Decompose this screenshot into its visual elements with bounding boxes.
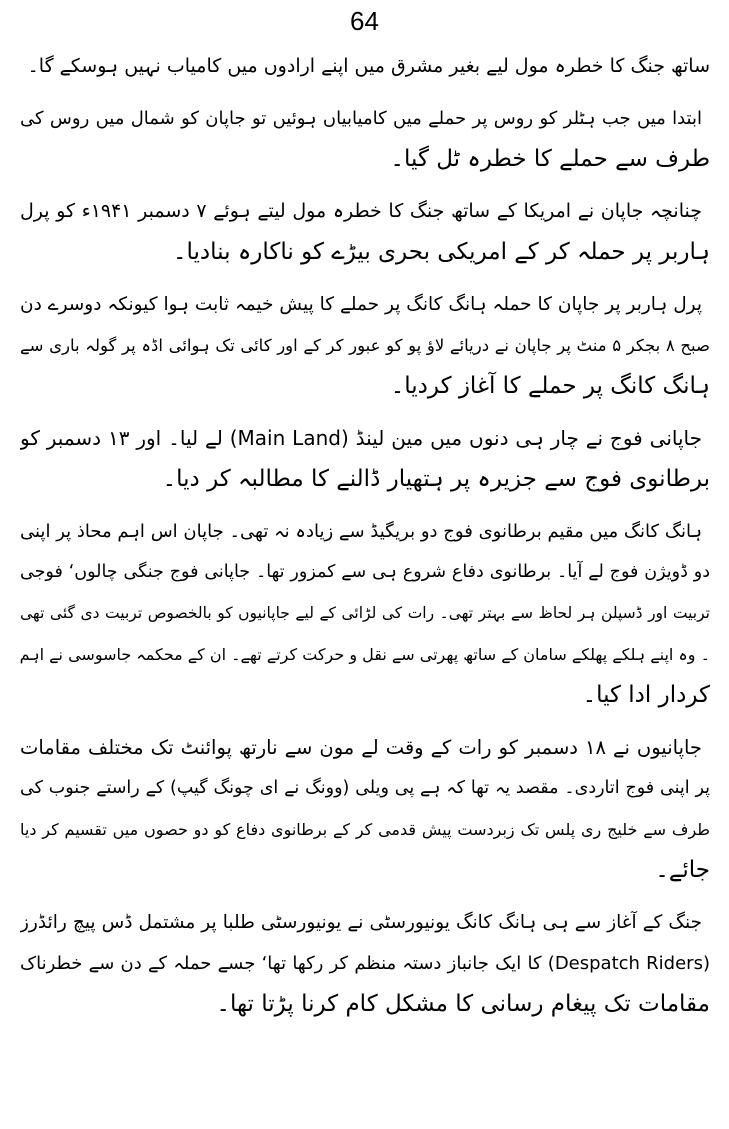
text-line: دو ڈویژن فوج لے آیا۔ برطانوی دفاع شروع ہی سے کمزور تھا۔ جاپانی فوج جنگی چالوں‘ فوجی xyxy=(20,562,710,582)
text-line: ۔ وہ اپنے ہلکے پھلکے سامان کے ساتھ پھرتی سے نقل و حرکت کرتے تھے۔ ان کے محکمہ جاسوسی نے اہم xyxy=(20,645,710,664)
paragraph xyxy=(20,902,710,1025)
text-line: ابتدا میں جب ہٹلر کو روس پر حملے میں کامیابیاں ہوئیں تو جاپان کو شمال میں روس کی xyxy=(20,108,702,129)
text-line: مقامات تک پیغام رسانی کا مشکل کام کرنا پڑتا تھا۔ xyxy=(216,991,710,1017)
text-line: ہانگ کانگ پر حملے کا آغاز کردیا۔ xyxy=(390,373,710,399)
page-number: 64 xyxy=(350,6,379,36)
text-line: ہانگ کانگ میں مقیم برطانوی فوج دو بریگیڈ سے زیادہ نہ تھی۔ جاپان اس اہم محاذ پر اپنی xyxy=(20,521,702,542)
page-body xyxy=(20,46,710,1036)
text-line: جاپانی فوج نے چار ہی دنوں میں مین لینڈ (Main Land) لے لیا۔ اور ۱۳ دسمبر کو xyxy=(20,426,702,450)
text-line: صبح ۸ بجکر ۵ منٹ پر جاپان نے دریائے لاؤ پو کو عبور کر کے اور کائی تک ہوائی اڈہ پر گولہ باری سے xyxy=(20,336,710,355)
text-line: (Despatch Riders) کا ایک جانباز دستہ منظم کر رکھا تھا‘ جسے حملہ کے دن سے خطرناک xyxy=(20,953,710,974)
paragraph xyxy=(20,511,710,716)
paragraph xyxy=(20,727,710,891)
paragraph xyxy=(20,98,710,180)
paragraph xyxy=(20,284,710,407)
text-line: ہاربر پر حملہ کر کے امریکی بحری بیڑے کو ناکارہ بنادیا۔ xyxy=(173,239,710,265)
text-line: جائے۔ xyxy=(655,857,710,883)
text-line: تربیت اور ڈسپلن ہر لحاظ سے بہتر تھی۔ رات کی لڑائی کے لیے جاپانیوں کو بالخصوص تربیت دی گئی تھی xyxy=(20,604,710,622)
paragraph xyxy=(20,46,710,87)
text-line: پر اپنی فوج اتاردی۔ مقصد یہ تھا کہ ہے پی ویلی (وونگ نے ای چونگ گیپ) کے راستے جنوب کی xyxy=(20,778,710,798)
paragraph xyxy=(20,191,710,273)
text-line: پرل ہاربر پر جاپان کا حملہ ہانگ کانگ پر حملے کا پیش خیمہ ثابت ہوا کیونکہ دوسرے دن xyxy=(20,294,702,315)
text-line: طرف سے خلیج ری پلس تک زبردست پیش قدمی کر کے برطانوی دفاع کو دو حصوں میں تقسیم کر دیا xyxy=(20,820,710,839)
text-line: طرف سے حملے کا خطرہ ٹل گیا۔ xyxy=(390,146,710,172)
text-line: چنانچہ جاپان نے امریکا کے ساتھ جنگ کا خطرہ مول لیتے ہوئے ۷ دسمبر ۱۹۴۱ء کو پرل xyxy=(20,200,702,222)
text-line: جنگ کے آغاز سے ہی ہانگ کانگ یونیورسٹی نے یونیورسٹی طلبا پر مشتمل ڈس پیچ رائڈرز xyxy=(20,912,702,933)
paragraph xyxy=(20,418,710,500)
text-line: برطانوی فوج سے جزیرہ پر ہتھیار ڈالنے کا مطالبہ کر دیا۔ xyxy=(162,466,710,492)
text-line: ساتھ جنگ کا خطرہ مول لیے بغیر مشرق میں اپنے ارادوں میں کامیاب نہیں ہوسکے گا۔ xyxy=(27,55,710,77)
text-line: کردار ادا کیا۔ xyxy=(582,682,710,708)
text-line: جاپانیوں نے ۱۸ دسمبر کو رات کے وقت لے مون سے نارتھ پوائنٹ تک مختلف مقامات xyxy=(20,736,702,759)
